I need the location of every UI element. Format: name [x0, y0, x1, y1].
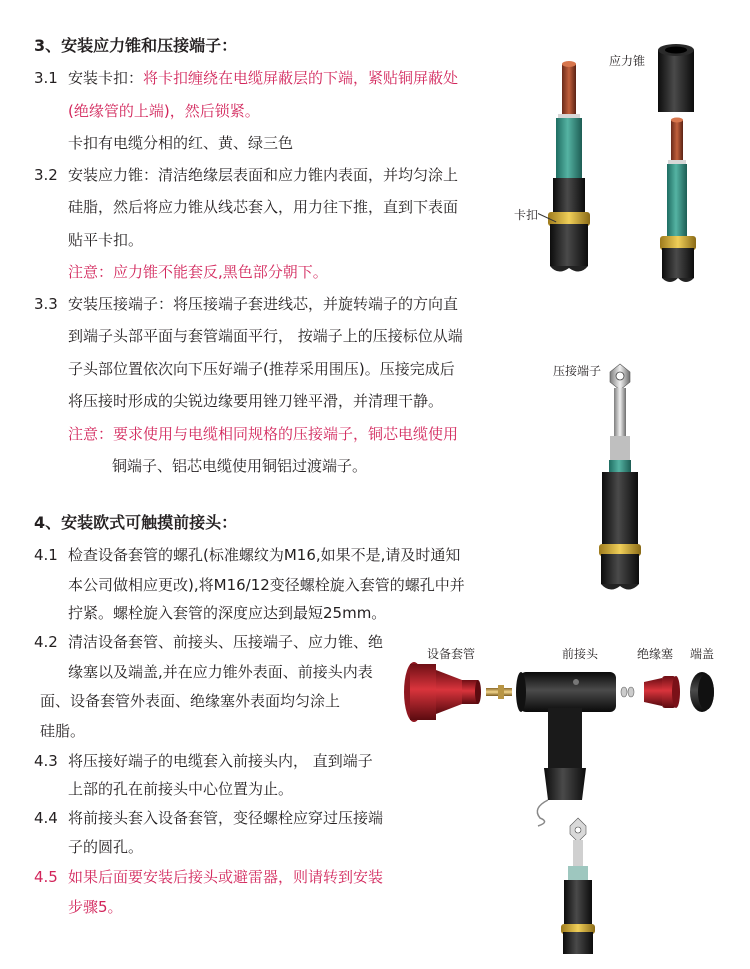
insulating-plug — [644, 676, 680, 708]
step-4-2-number: 4.2 — [34, 633, 58, 651]
front-connector-label: 前接头 — [562, 647, 599, 661]
step-4-3-text-1: 将压接好端子的电缆套入前接头内， 直到端子 — [68, 752, 373, 770]
step-4-5-number: 4.5 — [34, 868, 58, 886]
front-connector-assembly-figure — [400, 650, 730, 960]
stress-cone-installation-figure — [520, 40, 720, 290]
step-3-3-text-3: 子头部位置依次向下压好端子(推荐采用围压)。压接完成后 — [68, 360, 455, 378]
step-3-2-text-2: 硅脂，然后将应力锥从线芯套入，用力往下推，直到下表面 — [68, 198, 459, 216]
end-cap-label: 端盖 — [690, 647, 715, 661]
step-3-2-warning: 注意：应力锥不能套反,黑色部分朝下。 — [68, 263, 328, 281]
step-3-1-note: 卡扣有电缆分相的红、黄、绿三色 — [68, 134, 294, 152]
step-4-4-text-1: 将前接头套入设备套管，变径螺栓应穿过压接端 — [68, 809, 384, 827]
step-4-2-text-4: 硅脂。 — [40, 722, 86, 740]
step-3-3-text-4: 将压接时形成的尖锐边缘要用锉刀锉平滑，并清理干静。 — [68, 392, 444, 410]
equipment-bushing — [404, 662, 481, 722]
step-3-1-text-1: 将卡扣缠绕在电缆屏蔽层的下端，紧贴铜屏蔽处 — [143, 69, 459, 87]
end-cap — [690, 672, 714, 712]
section-4-heading: 4、安装欧式可触摸前接头： — [34, 513, 238, 532]
step-3-3-number: 3.3 — [34, 295, 58, 313]
step-3-1-label: 安装卡扣： — [68, 69, 144, 87]
cable-with-clip — [548, 61, 590, 272]
cable-clip-yellow — [548, 212, 590, 226]
step-4-3-text-2: 上部的孔在前接头中心位置为止。 — [68, 780, 294, 798]
step-4-5-text-2: 步骤5。 — [68, 898, 123, 916]
step-3-2-text-1: 安装应力锥：清洁绝缘层表面和应力锥内表面，并均匀涂上 — [68, 166, 459, 184]
stress-cone — [658, 44, 694, 112]
insulating-plug-label: 绝缘塞 — [637, 647, 674, 661]
step-3-2-number: 3.2 — [34, 166, 58, 184]
step-3-3-text-2: 到端子头部平面与套管端面平行， 按端子上的压接标位从端 — [68, 327, 463, 345]
step-4-4-number: 4.4 — [34, 809, 58, 827]
step-4-1-line-1 — [34, 545, 460, 565]
step-4-1-text-2: 本公司做相应更改),将M16/12变径螺栓旋入套管的螺孔中并 — [68, 576, 465, 594]
step-3-1-text-2: (绝缘管的上端)，然后锁紧。 — [68, 102, 260, 120]
step-3-1-line-1 — [34, 68, 458, 88]
step-4-3-number: 4.3 — [34, 752, 58, 770]
step-4-5-text-1: 如果后面要安装后接头或避雷器，则请转到安装 — [68, 868, 384, 886]
bushing-label: 设备套管 — [427, 647, 476, 661]
step-4-1-text-3: 拧紧。螺栓旋入套管的深度应达到最短25mm。 — [68, 604, 387, 622]
crimp-terminal-label: 压接端子 — [553, 364, 602, 378]
step-4-2-text-2: 缘塞以及端盖,并在应力锥外表面、前接头内表 — [68, 663, 373, 681]
step-4-2-line-1 — [34, 632, 383, 652]
clip-label: 卡扣 — [514, 208, 539, 222]
step-3-2-line-1 — [34, 165, 458, 185]
step-3-2-text-3: 贴平卡扣。 — [68, 231, 144, 249]
step-4-1-number: 4.1 — [34, 546, 58, 564]
step-3-3-line-1 — [34, 294, 458, 314]
stress-cone-label: 应力锥 — [609, 54, 646, 68]
step-4-4-text-2: 子的圆孔。 — [68, 838, 144, 856]
step-4-5-line-1 — [34, 867, 383, 887]
step-3-3-warning-1: 注意：要求使用与电缆相同规格的压接端子，铜芯电缆使用 — [68, 425, 459, 443]
section-3-heading: 3、安装应力锥和压接端子： — [34, 36, 238, 55]
step-4-1-text-1: 检查设备套管的螺孔(标准螺纹为M16,如果不是,请及时通知 — [68, 546, 461, 564]
front-connector — [516, 672, 616, 826]
step-4-2-text-1: 清洁设备套管、前接头、压接端子、应力锥、绝 — [68, 633, 384, 651]
washers — [621, 687, 634, 697]
step-3-1-number: 3.1 — [34, 69, 58, 87]
step-3-3-warning-2: 铜端子、铝芯电缆使用铜铝过渡端子。 — [112, 457, 368, 475]
adapter-stud — [486, 685, 512, 699]
terminated-cable — [561, 818, 595, 954]
cable-core-right — [660, 118, 696, 283]
step-4-3-line-1 — [34, 751, 373, 771]
step-4-2-text-3: 面、设备套管外表面、绝缘塞外表面均匀涂上 — [40, 692, 341, 710]
step-3-3-text-1: 安装压接端子：将压接端子套进线芯，并旋转端子的方向直 — [68, 295, 459, 313]
crimp-terminal-figure — [590, 360, 650, 600]
step-4-4-line-1 — [34, 808, 383, 828]
